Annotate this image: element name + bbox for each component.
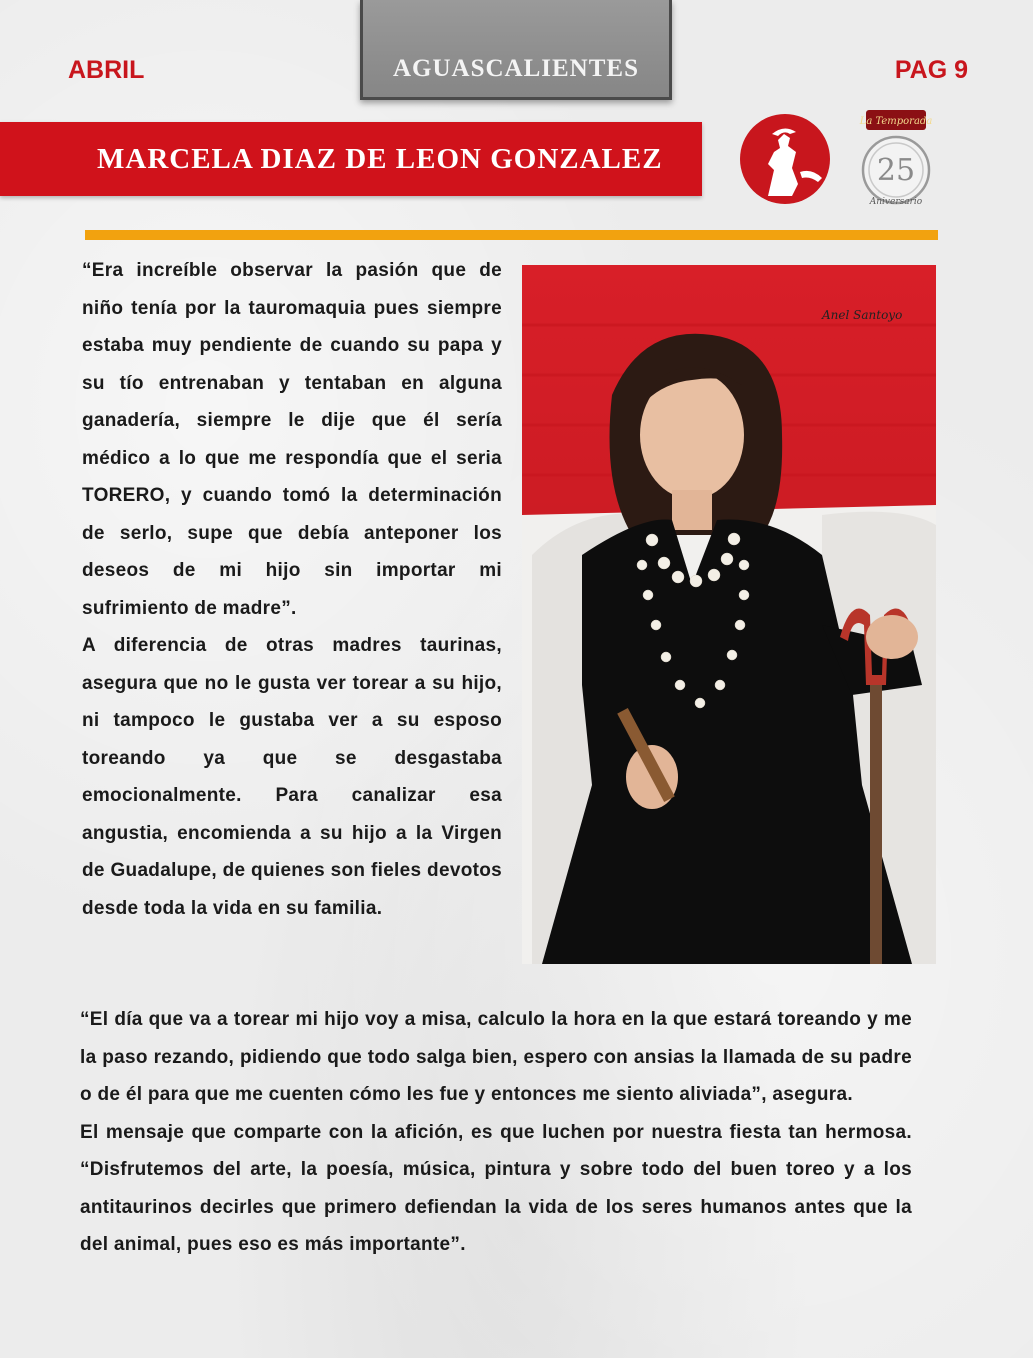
portrait-illustration [522, 265, 936, 964]
orange-divider [85, 230, 938, 240]
page-number: PAG 9 [894, 56, 968, 84]
article-column-text [82, 252, 502, 927]
quote-paragraph-1: “Era increíble observar la pasión que de niño tenía por la tauromaquia pues siempre estaba muy pendiente de cuando su papa y su tío entrenaban y tentaban en alguna ganadería, siempre le dije que él sería médico a lo que me respondía que el seria TORERO, y cuando tomó la determinación de serlo, supe que debía anteponer los deseos de mi hijo sin importar mi sufrimiento de madre”. [82, 260, 502, 619]
torero-logo-icon [738, 112, 832, 206]
la-temporada-25-logo [858, 108, 936, 212]
article-full-width-text [80, 1001, 912, 1264]
title-banner [0, 122, 702, 196]
month-label: ABRIL [68, 56, 145, 84]
anniversary-label: Aniversario [869, 197, 923, 207]
temporada-label: La Temporada [859, 116, 933, 127]
quote-paragraph-3: “El día que va a torear mi hijo voy a misa, calculo la hora en la que estará toreando y me la paso rezando, pidiendo que todo salga bien, espero con ansias la llamada de su padre o de él para que me cuenten cómo les fue y entonces me siento aliviada”, asegura. [80, 1009, 912, 1105]
section-tab [360, 0, 672, 100]
anniversary-number: 25 [876, 153, 916, 188]
body-paragraph-4: El mensaje que comparte con la afición, es que luchen por nuestra fiesta tan hermosa. “Disfrutemos del arte, la poesía, música, pintura y sobre todo del buen toreo y a los antitaurinos decirles que primero defiendan la vida de los seres humanos antes que la del animal, pues eso es más importante”. [80, 1121, 912, 1255]
section-title: AGUASCALIENTES [392, 55, 639, 82]
body-paragraph-2: A diferencia de otras madres taurinas, asegura que no le gusta ver torear a su hijo, ni tampoco le gustaba ver a su esposo toreando ya que se desgastaba emocionalmente. Para canalizar esa angustia, encomienda a su hijo a la Virgen de Guadalupe, de quienes son fieles devotos desde toda la vida en su familia. [82, 635, 502, 919]
portrait-photo [522, 265, 936, 964]
article-title: MARCELA DIAZ DE LEON GONZALEZ [97, 142, 663, 175]
photo-credit: Anel Santoyo [822, 308, 903, 322]
